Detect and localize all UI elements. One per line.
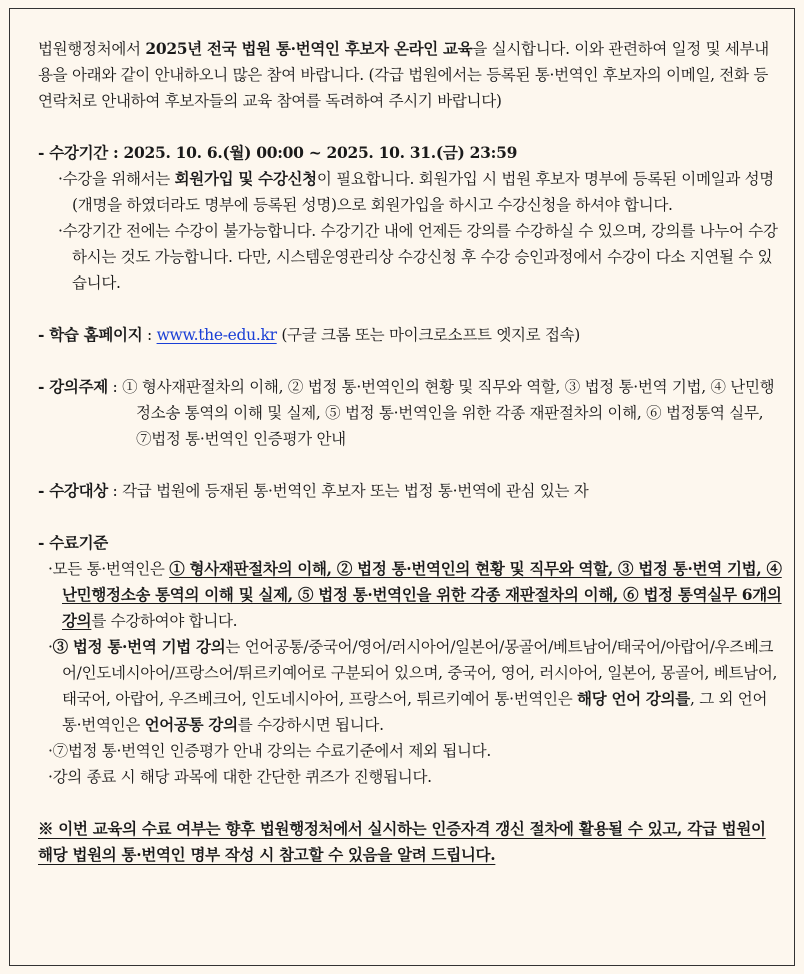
browser-note: (구글 크롬 또는 마이크로소프트 엣지로 접속) — [276, 326, 581, 344]
criteria-bullet-2: ·③ 법정 통·번역 기법 강의는 언어공통/중국어/영어/러시아어/일본어/몽골어/베트남어/태국어/아랍어/우즈베크어/인도네시아어/프랑스어/튀르키예어로 구분되어 있으며, 중국어, 영어, 러시아어, 일본어, 몽골어, 베트남어, 태국어, 아랍어, 우즈베크어, 인도네시아어, 프랑스어, 튀르키예어 통·번역인은 해당 언어 강의를, 그 외 언어 통·번역인은 언어공통 강의를 수강하시면 됩니다. — [48, 637, 778, 734]
target-line — [38, 478, 783, 504]
criteria-bullet-4: ·강의 종료 시 해당 과목에 대한 간단한 퀴즈가 진행됩니다. — [48, 768, 432, 786]
criteria-bullet-3: ·⑦법정 통·번역인 인증평가 안내 강의는 수료기준에서 제외 됩니다. — [48, 742, 491, 760]
period-value: : 2025. 10. 6.(월) 00:00 ~ 2025. 10. 31.(금) 23:59 — [107, 143, 518, 162]
notice-frame — [9, 8, 795, 966]
homepage-label: - 학습 홈페이지 — [38, 325, 143, 344]
completion-notice: ※ 이번 교육의 수료 여부는 향후 법원행정처에서 실시하는 인증자격 갱신 절차에 활용될 수 있고, 각급 법원이 해당 법원의 통·번역인 명부 작성 시 참고할 수 있음을 알려 드립니다. — [38, 819, 766, 864]
target-value: : 각급 법원에 등재된 통·번역인 후보자 또는 법정 통·번역에 관심 있는 자 — [107, 482, 589, 500]
homepage-link[interactable]: www.the-edu.kr — [156, 326, 277, 344]
criteria-label: - 수료기준 — [38, 533, 108, 552]
period-line — [38, 140, 783, 166]
target-label: - 수강대상 — [38, 481, 108, 500]
document-body — [38, 36, 783, 868]
intro-paragraph: 법원행정처에서 2025년 전국 법원 통·번역인 후보자 온라인 교육을 실시합니다. 이와 관련하여 일정 및 세부내용을 아래와 같이 안내하오니 많은 참여 바랍니다. (각급 법원에서는 등록된 통·번역인 후보자의 이메일, 전화 등 연락처로 안내하여 후보자들의 교육 참여를 독려하여 주시기 바랍니다) — [38, 39, 769, 110]
topics-value: : ① 형사재판절차의 이해, ② 법정 통·번역인의 현황 및 직무와 역할, ③ 법정 통·번역 기법, ④ 난민행정소송 통역의 이해 및 실제, ⑤ 법정 통·번역인을 위한 각종 재판절차의 이해, ⑥ 법정통역 실무, ⑦법정 통·번역인 인증평가 안내 — [107, 378, 775, 448]
topics-label: - 강의주제 — [38, 377, 108, 396]
criteria-bullet-1: ·모든 통·번역인은 ① 형사재판절차의 이해, ② 법정 통·번역인의 현황 및 직무와 역할, ③ 법정 통·번역 기법, ④ 난민행정소송 통역의 이해 및 실제, ⑤ 법정 통·번역인을 위한 각종 재판절차의 이해, ⑥ 법정 통역실무 6개의 강의를 수강하여야 합니다. — [48, 559, 782, 630]
course-title: 2025년 전국 법원 통·번역인 후보자 온라인 교육 — [145, 39, 473, 58]
period-label: - 수강기간 — [38, 143, 108, 162]
period-bullet-1: ·수강을 위해서는 회원가입 및 수강신청이 필요합니다. 회원가입 시 법원 후보자 명부에 등록된 이메일과 성명(개명을 하였더라도 명부에 등록된 성명)으로 회원가입을 하시고 수강신청을 하셔야 합니다. — [58, 169, 774, 214]
homepage-line: - 학습 홈페이지 : www.the-edu.kr (구글 크롬 또는 마이크로소프트 엣지로 접속) — [38, 325, 581, 344]
topics-line — [38, 374, 783, 452]
period-bullet-2: ·수강기간 전에는 수강이 불가능합니다. 수강기간 내에 언제든 강의를 수강하실 수 있으며, 강의를 나누어 수강하시는 것도 가능합니다. 다만, 시스템운영관리상 수강신청 후 수강 승인과정에서 수강이 다소 지연될 수 있습니다. — [58, 222, 778, 292]
